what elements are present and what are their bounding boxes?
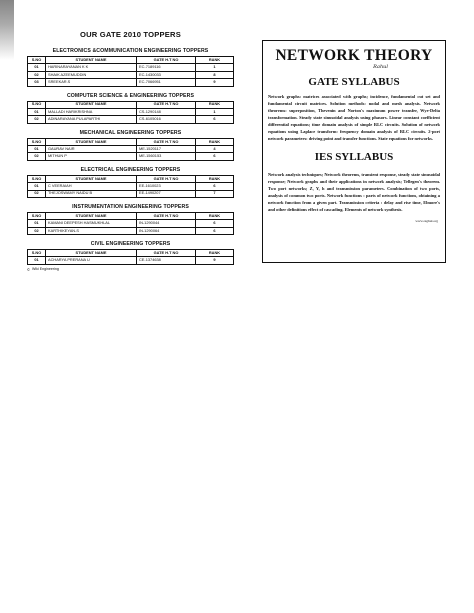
section-title: ELECTRICAL ENGINEERING TOPPERS [80,166,181,173]
column-header-rank: RANK [196,212,234,219]
column-header-name: STUDENT NAME [46,250,137,257]
cell-sno: 03 [28,79,46,86]
cell-sno: 01 [28,257,46,264]
column-header-rank: RANK [196,101,234,108]
cell-name: ADINARAYANA PULAPARTHI [46,116,137,123]
section-title: COMPUTER SCIENCE & ENGINEERING TOPPERS [66,92,195,99]
column-header-ht: GATE H.T NO [137,175,196,182]
cell-ht: EC-7066951 [137,79,196,86]
cell-name: ACHARYA PRERANA U [46,257,137,264]
toppers-table [27,175,234,198]
table-header-row [28,138,234,145]
cell-ht: ME-1520117 [137,146,196,153]
cell-rank: 9 [196,79,234,86]
cell-rank: 1 [196,64,234,71]
cell-rank: 7 [196,190,234,197]
cell-name: KAMANI DEEPESH HASMUKHLAL [46,220,137,227]
table-row [28,108,234,115]
column-header-ht: GATE H.T NO [137,101,196,108]
column-header-rank: RANK [196,57,234,64]
column-header-rank: RANK [196,250,234,257]
section-title: MECHANICAL ENGINEERING TOPPERS [79,129,182,136]
table-header-row [28,175,234,182]
gate-syllabus-heading: GATE SYLLABUS [308,76,400,88]
cell-sno: 01 [28,220,46,227]
gate-syllabus-text: Network graphs: matrices associated with graphs; incidence, fundamental cut set and fundamental circuit matrices. Solution methods: nodal and mesh analysis. Network theorems: superposition, Thevenin and Norton's maximum power transfer, Wye-Delta transformation. Steady state sinusoidal analysis using phasors. Linear constant coefficient differential equations; time domain analysis of simple RLC circuits. Solution of network equations using Laplace transform: frequency domain analysis of RLC circuits. 2-port network parameters: driving point and transfer functions. State equations for networks. [268,94,440,141]
column-header-sno: S.NO [28,57,46,64]
copyright-icon: © [27,266,30,272]
cell-ht: ME-1560153 [137,153,196,160]
cell-rank: 8 [196,71,234,78]
cell-name: MITHUN P [46,153,137,160]
section-title: INSTRUMENTATION ENGINEERING TOPPERS [72,203,189,210]
signature: Rahul [373,64,388,70]
cell-sno: 02 [28,227,46,234]
cell-rank: 1 [196,108,234,115]
column-header-ht: GATE H.T NO [137,57,196,64]
cell-ht: EE-1490207 [137,190,196,197]
cell-rank: 9 [196,257,234,264]
table-row [28,153,234,160]
ies-syllabus-heading: IES SYLLABUS [314,151,394,163]
cell-rank: 6 [196,183,234,190]
column-header-name: STUDENT NAME [46,101,137,108]
column-header-ht: GATE H.T NO [137,212,196,219]
table-row [28,71,234,78]
cell-rank: 6 [196,116,234,123]
cell-ht: EC-1430033 [137,71,196,78]
credit-line [27,267,234,272]
table-header-row [28,101,234,108]
ies-syllabus-text: Network analysis techniques; Network theorems, transient response, steady state sinusoidal response; Network graphs and their applications in network analysis; Tellegen's theorem. Two port networks; Z, Y, h and transmission parameters. Combination of two ports, analysis of common two ports. Network functions : parts of network functions, obtaining a network function from a given part. Transmission criteria : delay and rise time, Elmore's and other definitions effect of cascading. Elements of network synthesis. [268,172,440,212]
cell-ht: CE-1374638 [137,257,196,264]
cell-ht: CS-1290148 [137,108,196,115]
cell-name: KARTHIKEYAN-S [46,227,137,234]
toppers-table [27,101,234,124]
cell-rank: 6 [196,220,234,227]
cell-ht: IN-1290064 [137,227,196,234]
panel-title: NETWORK THEORY [275,47,433,64]
cell-name: C VEERAIAH [46,183,137,190]
cell-rank: 6 [196,153,234,160]
cell-rank: 6 [196,227,234,234]
cell-name: THEJOSWAMY NAIDU B [46,190,137,197]
column-header-rank: RANK [196,175,234,182]
cell-sno: 01 [28,64,46,71]
column-header-name: STUDENT NAME [46,175,137,182]
column-header-name: STUDENT NAME [46,212,137,219]
table-row [28,257,234,264]
cell-name: HARINARAYANAN K K [46,64,137,71]
cell-sno: 02 [28,116,46,123]
column-header-sno: S.NO [28,250,46,257]
toppers-table [27,249,234,265]
column-header-ht: GATE H.T NO [137,250,196,257]
column-header-sno: S.NO [28,212,46,219]
cell-sno: 02 [28,153,46,160]
toppers-sections [27,48,234,265]
table-row [28,227,234,234]
column-header-rank: RANK [196,138,234,145]
cell-sno: 01 [28,183,46,190]
table-header-row [28,57,234,64]
toppers-column [27,30,234,272]
credit-text: Wiki Engineering [31,267,59,272]
toppers-table [27,138,234,161]
network-theory-panel [262,40,446,263]
table-row [28,183,234,190]
section-title: CIVIL ENGINEERING TOPPERS [90,241,171,247]
cell-sno: 01 [28,108,46,115]
table-header-row [28,250,234,257]
cell-sno: 01 [28,146,46,153]
cell-ht: CS-6105016 [137,116,196,123]
table-header-row [28,212,234,219]
toppers-title: OUR GATE 2010 TOPPERS [80,30,181,39]
cell-ht: EC-7189116 [137,64,196,71]
toppers-table [27,56,234,87]
column-header-sno: S.NO [28,138,46,145]
table-row [28,146,234,153]
cell-name: SREEKAR.S [46,79,137,86]
table-row [28,190,234,197]
section-title: ELECTRONICS &COMMUNICATION ENGINEERING TOPPERS [52,48,209,54]
table-row [28,64,234,71]
cell-sno: 02 [28,190,46,197]
cell-sno: 02 [28,71,46,78]
cell-name: GAURAV NAIR [46,146,137,153]
table-row [28,79,234,86]
table-row [28,220,234,227]
toppers-table [27,212,234,235]
cell-ht: EE-1610023 [137,183,196,190]
cell-name: MALLADI HARIKRISHNA [46,108,137,115]
column-header-name: STUDENT NAME [46,57,137,64]
cell-name: SHAIK AZEEMUDDIN [46,71,137,78]
column-header-name: STUDENT NAME [46,138,137,145]
column-header-sno: S.NO [28,175,46,182]
website-footer: www.raghul.org [415,219,438,223]
scan-edge-shadow [0,0,14,60]
table-row [28,116,234,123]
column-header-sno: S.NO [28,101,46,108]
cell-ht: IN-1290044 [137,220,196,227]
column-header-ht: GATE H.T NO [137,138,196,145]
cell-rank: 4 [196,146,234,153]
